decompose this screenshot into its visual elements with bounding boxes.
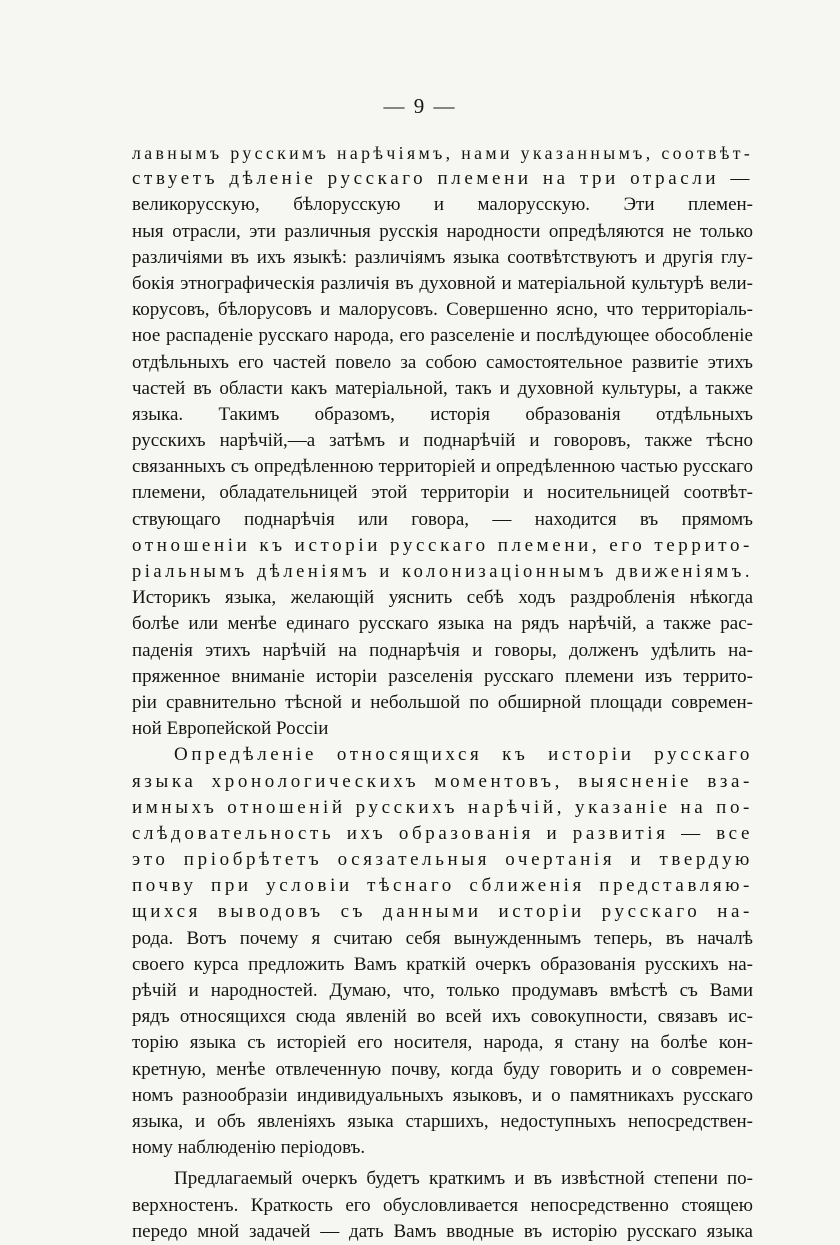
- text-line: торію языка съ исторіей его носителя, народа, я стану на болѣе кон-: [132, 1032, 753, 1054]
- spaced-text: почву при условіи тѣснаго сближенія представляю-: [132, 875, 753, 897]
- spaced-text: щихся выводовъ съ данными исторіи русскаго на-: [132, 901, 753, 923]
- spaced-text: слѣдовательность ихъ образованія и развитія — все: [132, 822, 753, 844]
- text-line: болѣе или менѣе единаго русскаго языка на рядъ нарѣчій, а также рас-: [132, 613, 753, 635]
- text-line: [132, 769, 753, 795]
- text-line: ной Европейской Россіи: [132, 718, 329, 740]
- spaced-text: лавнымъ русскимъ нарѣчіямъ, нами указаннымъ, соотвѣт-: [132, 143, 754, 163]
- text-line: [132, 402, 753, 428]
- text-line: ное распаденіе русскаго народа, его разселеніе и послѣдующее обособленіе: [132, 325, 753, 347]
- text-line: [132, 847, 753, 873]
- text-line: [132, 873, 753, 899]
- text-line: пряженное вниманіе исторіи разселенія русскаго племени изъ террито-: [132, 665, 753, 687]
- text-line: частей въ области какъ матеріальной, такъ и духовной культуры, а также: [132, 377, 753, 399]
- text-line: номъ разнообразіи индивидуальныхъ языковъ, и о памятникахъ русскаго: [132, 1084, 753, 1106]
- text-line: [132, 559, 753, 585]
- spaced-text: это пріобрѣтетъ осязательныя очертанія и твердую: [132, 849, 753, 871]
- text-line: верхностенъ. Краткость его обусловливается непосредственно стоящею: [132, 1194, 753, 1216]
- spaced-text: имныхъ отношеній русскихъ нарѣчій, указаніе на по-: [132, 796, 753, 818]
- text-line: кретную, менѣе отвлеченную почву, когда буду говорить и о современ-: [132, 1058, 753, 1080]
- text-line: ныя отрасли, эти различныя русскія народности опредѣляются не только: [132, 220, 753, 242]
- text-line: ріи сравнительно тѣсной и небольшой по обширной площади современ-: [132, 691, 753, 713]
- text-line: Историкъ языка, желающій уяснить себѣ ходъ раздробленія нѣкогда: [132, 587, 753, 609]
- text-line: различіями въ ихъ языкѣ: различіямъ языка соотвѣтствуютъ и другія глу-: [132, 246, 753, 268]
- spaced-text: ствуетъ дѣленіе русскаго племени на три отрасли —: [132, 168, 753, 190]
- text-line: паденія этихъ нарѣчій на поднарѣчія и говоры, долженъ удѣлить на-: [132, 639, 753, 661]
- text-line: рода. Вотъ почему я считаю себя вынужденнымъ теперь, въ началѣ: [132, 927, 753, 949]
- text-line-content: языка. Такимъ образомъ, исторія образованія отдѣльныхъ: [132, 403, 753, 425]
- text-line: русскихъ нарѣчій,—а затѣмъ и поднарѣчій и говоровъ, также тѣсно: [132, 430, 753, 452]
- text-line: [132, 795, 753, 821]
- spaced-text: языка хронологическихъ моментовъ, выясненіе вза-: [132, 770, 753, 792]
- spaced-text: отношеніи къ исторіи русскаго племени, его террито-: [132, 534, 753, 556]
- text-line: бокія этнографическія различія въ духовной и матеріальной культурѣ вели-: [132, 272, 753, 294]
- text-line: ному наблюденію періодовъ.: [132, 1137, 366, 1159]
- text-line-content: великорусскую, бѣлорусскую и малорусскую. Эти племен-: [132, 194, 753, 216]
- text-line: [132, 192, 753, 218]
- text-line: своего курса предложить Вамъ краткій очеркъ образованія русскихъ на-: [132, 953, 753, 975]
- text-line: [132, 166, 753, 192]
- text-line: племени, обладательницей этой территоріи и носительницей соотвѣт-: [132, 482, 753, 504]
- text-line: связанныхъ съ опредѣленною территоріей и опредѣленною частью русскаго: [132, 456, 753, 478]
- text-line: корусовъ, бѣлорусовъ и малорусовъ. Совершенно ясно, что территоріаль-: [132, 299, 753, 321]
- text-line: передо мной задачей — дать Вамъ вводные въ исторію русскаго языка: [132, 1220, 753, 1242]
- text-line: Предлагаемый очеркъ будетъ краткимъ и въ извѣстной степени по-: [174, 1168, 753, 1190]
- text-line: [132, 821, 753, 847]
- text-line: [132, 533, 753, 559]
- text-line: рядъ относящихся сюда явленій во всей ихъ совокупности, связавъ ис-: [132, 1006, 753, 1028]
- text-line: [132, 742, 753, 768]
- text-line: отдѣльныхъ его частей повело за собою самостоятельное развитіе этихъ: [132, 351, 753, 373]
- page-number: — 9 —: [383, 94, 457, 118]
- spaced-text: ріальнымъ дѣленіямъ и колонизаціоннымъ движеніямъ.: [132, 562, 753, 582]
- text-line: ствующаго поднарѣчія или говора, — находится въ прямомъ: [132, 508, 753, 530]
- text-line: языка, и объ явленіяхъ языка старшихъ, недоступныхъ непосредствен-: [132, 1110, 753, 1132]
- text-line: [132, 140, 753, 166]
- text-line: рѣчій и народностей. Думаю, что, только продумавъ вмѣстѣ съ Вами: [132, 980, 753, 1001]
- body-text: [132, 140, 753, 1245]
- text-line: [132, 899, 753, 925]
- spaced-text: Опредѣленіе относящихся къ исторіи русскаго: [174, 744, 753, 766]
